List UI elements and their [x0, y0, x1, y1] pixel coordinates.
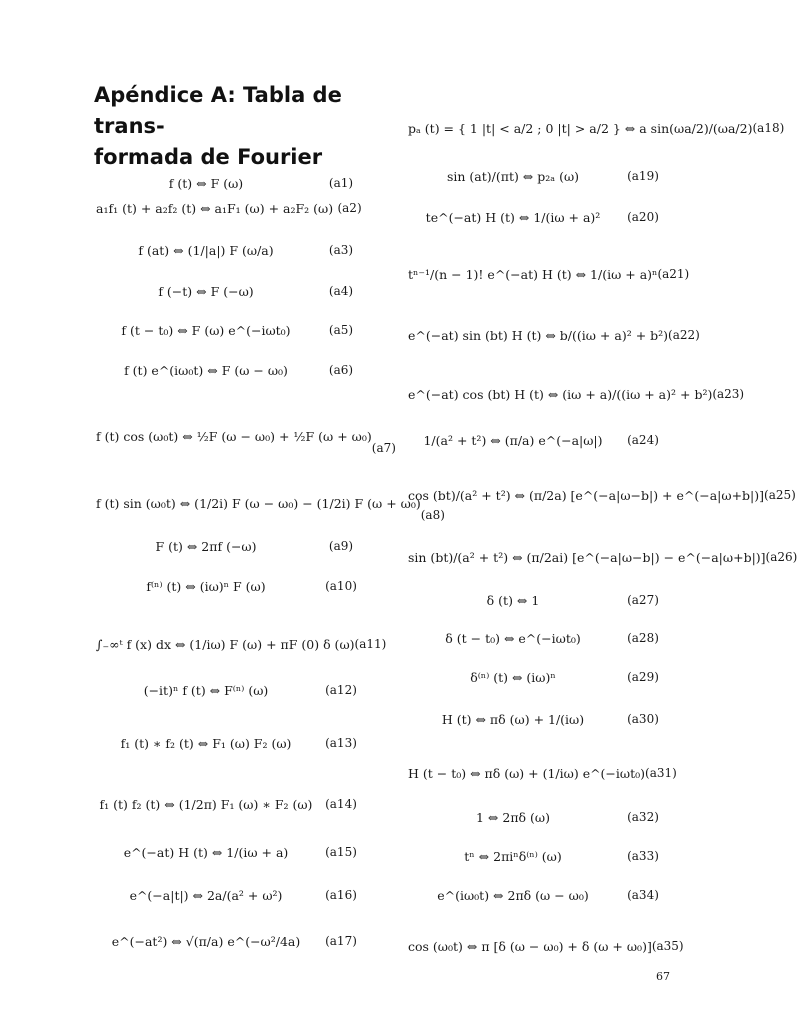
equation-number: (a27): [627, 593, 659, 607]
equation-row: [408, 425, 668, 455]
equation-number: (a13): [325, 736, 357, 750]
equation-number: (a2): [337, 201, 362, 215]
equation-number: (a4): [328, 284, 354, 298]
equation-formula: f (t − t₀) ⇔ F (ω) e^(−iωt₀): [121, 322, 291, 338]
equation-row: [408, 113, 785, 143]
equation-number: (a21): [657, 267, 690, 281]
equation-number: (a5): [328, 323, 354, 337]
title-line: Apéndice A: Tabla de trans-: [94, 83, 342, 138]
equation-formula: tⁿ⁻¹/(n − 1)! e^(−at) H (t) ⇔ 1/(iω + a)ⁿ: [408, 266, 658, 282]
equation-row: [96, 629, 387, 659]
equation-row: [408, 480, 796, 510]
equation-row: [96, 413, 396, 457]
page-number: 67: [656, 970, 670, 983]
equation-formula: F (t) ⇔ 2πf (−ω): [155, 538, 257, 554]
equation-formula: a₁f₁ (t) + a₂f₂ (t) ⇔ a₁F₁ (ω) + a₂F₂ (ω): [96, 200, 334, 216]
equation-number: (a18): [752, 121, 785, 135]
equation-row: [96, 315, 366, 345]
equation-formula: e^(−at) H (t) ⇔ 1/(iω + a): [123, 844, 289, 860]
equation-number: (a16): [325, 888, 357, 902]
equation-row: [408, 320, 700, 350]
equation-row: [408, 704, 668, 734]
equation-row: [96, 355, 366, 385]
equation-row: [408, 202, 668, 232]
equation-formula: f (t) cos (ω₀t) ⇔ ½F (ω − ω₀) + ½F (ω + ω₀): [96, 428, 372, 444]
equation-formula: H (t) ⇔ πδ (ω) + 1/(iω): [441, 711, 585, 727]
equation-number: (a26): [765, 550, 797, 564]
equation-row: [96, 571, 366, 601]
page-title: [94, 80, 394, 173]
equation-formula: sin (at)/(πt) ⇔ p₂ₐ (ω): [446, 168, 580, 184]
equation-row: [96, 728, 366, 758]
equation-number: (a8): [420, 508, 445, 522]
equation-number: (a20): [627, 210, 659, 224]
equation-formula: te^(−at) H (t) ⇔ 1/(iω + a)²: [425, 209, 601, 225]
equation-number: (a17): [325, 934, 357, 948]
equation-formula: δ (t − t₀) ⇔ e^(−iωt₀): [445, 630, 581, 646]
equation-row: [408, 161, 668, 191]
equation-row: [408, 802, 668, 832]
equation-number: (a3): [328, 243, 354, 257]
equation-number: (a28): [627, 631, 659, 645]
equation-number: (a31): [645, 766, 677, 780]
equation-formula: f (t) ⇔ F (ω): [168, 175, 244, 191]
equation-row: [96, 193, 366, 223]
equation-number: (a24): [627, 433, 659, 447]
equation-number: (a29): [627, 670, 659, 684]
equation-row: [408, 259, 690, 289]
equation-number: (a30): [627, 712, 659, 726]
equation-formula: f⁽ⁿ⁾ (t) ⇔ (iω)ⁿ F (ω): [146, 578, 266, 594]
equation-formula: e^(iω₀t) ⇔ 2πδ (ω − ω₀): [437, 887, 589, 903]
equation-number: (a1): [328, 176, 354, 190]
equation-number: (a34): [627, 888, 659, 902]
equation-row: [96, 789, 366, 819]
equation-formula: (−it)ⁿ f (t) ⇔ F⁽ⁿ⁾ (ω): [143, 682, 269, 698]
equation-formula: f₁ (t) ∗ f₂ (t) ⇔ F₁ (ω) F₂ (ω): [120, 735, 292, 751]
equation-formula: H (t − t₀) ⇔ πδ (ω) + (1/iω) e^(−iωt₀): [408, 765, 646, 781]
equation-formula: cos (ω₀t) ⇔ π [δ (ω − ω₀) + δ (ω + ω₀)]: [408, 938, 652, 954]
equation-formula: f (t) e^(iω₀t) ⇔ F (ω − ω₀): [124, 362, 288, 378]
equation-row: [408, 542, 797, 572]
equation-formula: e^(−at) sin (bt) H (t) ⇔ b/((iω + a)² + b²): [408, 327, 669, 343]
equation-row: [96, 480, 445, 524]
equation-formula: sin (bt)/(a² + t²) ⇔ (π/2ai) [e^(−a|ω−b|) − e^(−a|ω+b|)]: [408, 549, 766, 565]
equation-number: (a14): [325, 797, 357, 811]
equation-formula: ∫₋∞ᵗ f (x) dx ⇔ (1/iω) F (ω) + πF (0) δ (ω): [96, 636, 355, 652]
equation-formula: δ (t) ⇔ 1: [486, 592, 540, 608]
equation-row: [408, 931, 684, 961]
equation-number: (a11): [354, 637, 387, 651]
equation-row: [408, 585, 668, 615]
equation-number: (a9): [328, 539, 354, 553]
equation-number: (a12): [325, 683, 357, 697]
equation-row: [408, 623, 668, 653]
equation-number: (a35): [651, 939, 684, 953]
title-line: formada de Fourier: [94, 145, 323, 169]
equation-row: [96, 276, 366, 306]
equation-row: [408, 662, 668, 692]
equation-number: (a25): [764, 488, 796, 502]
equation-row: [408, 841, 668, 871]
equation-row: [96, 531, 366, 561]
equation-row: [96, 235, 366, 265]
equation-row: [408, 758, 677, 788]
equation-number: (a33): [627, 849, 659, 863]
equation-formula: pₐ (t) = { 1 |t| < a/2 ; 0 |t| > a/2 } ⇔ a sin(ωa/2)/(ωa/2): [408, 120, 753, 136]
equation-formula: e^(−a|t|) ⇔ 2a/(a² + ω²): [129, 887, 283, 903]
equation-formula: f (t) sin (ω₀t) ⇔ (1/2i) F (ω − ω₀) − (1/2i) F (ω + ω₀): [96, 495, 421, 511]
equation-row: [96, 837, 366, 867]
equation-row: [96, 926, 366, 956]
equation-row: [408, 880, 668, 910]
equation-formula: f (−t) ⇔ F (−ω): [158, 283, 254, 299]
equation-number: (a19): [627, 169, 659, 183]
equation-formula: tⁿ ⇔ 2πiⁿδ⁽ⁿ⁾ (ω): [464, 848, 562, 864]
equation-number: (a23): [712, 387, 745, 401]
equation-number: (a15): [325, 845, 357, 859]
equation-formula: f₁ (t) f₂ (t) ⇔ (1/2π) F₁ (ω) ∗ F₂ (ω): [99, 796, 313, 812]
equation-number: (a32): [627, 810, 659, 824]
equation-formula: e^(−at²) ⇔ √(π/a) e^(−ω²/4a): [111, 933, 301, 949]
equation-formula: 1 ⇔ 2πδ (ω): [476, 809, 550, 825]
equation-number: (a22): [668, 328, 700, 342]
equation-number: (a10): [325, 579, 357, 593]
equation-formula: cos (bt)/(a² + t²) ⇔ (π/2a) [e^(−a|ω−b|) + e^(−a|ω+b|)]: [408, 487, 765, 503]
equation-formula: e^(−at) cos (bt) H (t) ⇔ (iω + a)/((iω + a)² + b²): [408, 386, 713, 402]
equation-number: (a7): [371, 441, 396, 455]
equation-formula: f (at) ⇔ (1/|a|) F (ω/a): [138, 242, 274, 258]
equation-formula: 1/(a² + t²) ⇔ (π/a) e^(−a|ω|): [423, 432, 603, 448]
equation-row: [408, 379, 745, 409]
equation-formula: δ⁽ⁿ⁾ (t) ⇔ (iω)ⁿ: [470, 669, 556, 685]
equation-number: (a6): [328, 363, 354, 377]
equation-row: [96, 675, 366, 705]
equation-row: [96, 880, 366, 910]
